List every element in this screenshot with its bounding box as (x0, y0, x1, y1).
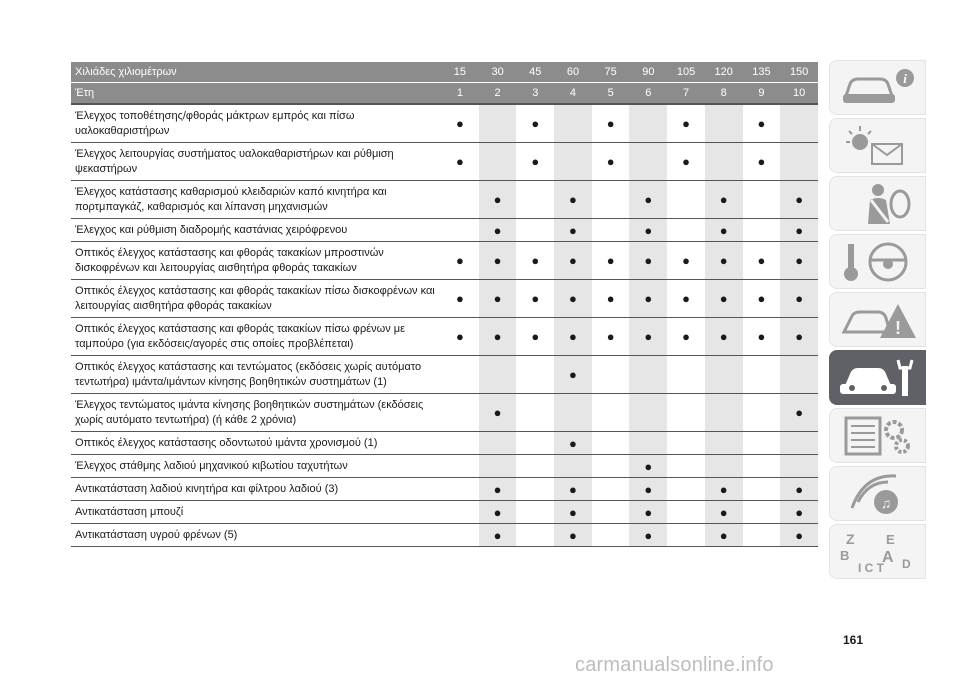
empty-cell (667, 478, 705, 501)
chapter-tab-car-service-wrench[interactable] (829, 350, 926, 405)
empty-cell (667, 455, 705, 478)
operation-label: Οπτικός έλεγχος κατάστασης και τεντώματος (εκδόσεις χωρίς αυτόματο τεντωτήρα) ιμάντα/ιμάντων κίνησης βοηθητικών συστημάτων (1) (71, 356, 441, 394)
service-mark: ● (705, 478, 743, 501)
km-header-row (71, 61, 818, 83)
empty-cell (441, 219, 479, 242)
service-mark: ● (780, 394, 818, 432)
service-mark: ● (780, 501, 818, 524)
service-mark: ● (629, 455, 667, 478)
empty-cell (441, 501, 479, 524)
km-interval-header: 135 (743, 61, 781, 83)
table-row (71, 356, 818, 394)
service-mark: ● (516, 318, 554, 356)
table-row (71, 219, 818, 242)
service-mark: ● (479, 501, 517, 524)
service-mark: ● (780, 478, 818, 501)
operation-label: Αντικατάσταση μπουζί (71, 501, 441, 524)
service-mark: ● (629, 501, 667, 524)
service-mark: ● (441, 280, 479, 318)
empty-cell (667, 219, 705, 242)
service-mark: ● (479, 280, 517, 318)
service-mark: ● (629, 280, 667, 318)
empty-cell (554, 104, 592, 143)
empty-cell (705, 143, 743, 181)
km-interval-header: 105 (667, 61, 705, 83)
chapter-tab-warning-lights[interactable] (829, 118, 926, 173)
service-mark: ● (705, 524, 743, 547)
empty-cell (743, 501, 781, 524)
service-mark: ● (780, 242, 818, 280)
empty-cell (592, 524, 630, 547)
table-row (71, 501, 818, 524)
service-mark: ● (441, 143, 479, 181)
service-mark: ● (705, 280, 743, 318)
empty-cell (592, 501, 630, 524)
service-mark: ● (629, 478, 667, 501)
empty-cell (667, 524, 705, 547)
service-mark: ● (554, 219, 592, 242)
empty-cell (554, 394, 592, 432)
table-row (71, 318, 818, 356)
empty-cell (780, 432, 818, 455)
service-mark: ● (705, 501, 743, 524)
service-mark: ● (554, 501, 592, 524)
service-mark: ● (516, 104, 554, 143)
service-mark: ● (743, 318, 781, 356)
service-mark: ● (441, 104, 479, 143)
table-row (71, 143, 818, 181)
table-row (71, 242, 818, 280)
empty-cell (479, 432, 517, 455)
operation-label: Οπτικός έλεγχος κατάστασης οδοντωτού ιμάντα χρονισμού (1) (71, 432, 441, 455)
empty-cell (743, 181, 781, 219)
year-interval-header: 3 (516, 83, 554, 105)
km-interval-header: 60 (554, 61, 592, 83)
operation-label: Έλεγχος τεντώματος ιμάντα κίνησης βοηθητικών συστημάτων (εκδόσεις χωρίς αυτόματο τεντωτήρα) (ή κάθε 2 χρόνια) (71, 394, 441, 432)
operation-label: Οπτικός έλεγχος κατάστασης και φθοράς τακακίων πίσω φρένων με ταμπούρο (για εκδόσεις/αγορές στις οποίες προβλέπεται) (71, 318, 441, 356)
service-mark: ● (780, 219, 818, 242)
service-mark: ● (705, 318, 743, 356)
empty-cell (479, 104, 517, 143)
empty-cell (743, 524, 781, 547)
chapter-tab-key-steering-wheel[interactable] (829, 234, 926, 289)
empty-cell (629, 432, 667, 455)
operation-label: Έλεγχος κατάστασης καθαρισμού κλειδαριών καπό κινητήρα και πορτμπαγκάζ, καθαρισμός και λίπανση μηχανισμών (71, 181, 441, 219)
empty-cell (743, 356, 781, 394)
empty-cell (592, 455, 630, 478)
empty-cell (743, 394, 781, 432)
svg-text:i: i (903, 71, 907, 86)
chapter-tab-strip (829, 60, 929, 582)
service-mark: ● (780, 181, 818, 219)
watermark-text: carmanualsonline.info (575, 654, 774, 676)
service-mark: ● (554, 356, 592, 394)
empty-cell (479, 143, 517, 181)
service-mark: ● (743, 104, 781, 143)
empty-cell (667, 356, 705, 394)
service-mark: ● (592, 104, 630, 143)
service-mark: ● (705, 181, 743, 219)
service-mark: ● (516, 143, 554, 181)
empty-cell (667, 181, 705, 219)
empty-cell (516, 219, 554, 242)
operation-label: Έλεγχος και ρύθμιση διαδρομής καστάνιας χειρόφρενου (71, 219, 441, 242)
service-mark: ● (479, 242, 517, 280)
operation-label: Αντικατάσταση λαδιού κινητήρα και φίλτρου λαδιού (3) (71, 478, 441, 501)
empty-cell (516, 478, 554, 501)
empty-cell (592, 432, 630, 455)
empty-cell (441, 455, 479, 478)
km-interval-header: 150 (780, 61, 818, 83)
service-mark: ● (516, 280, 554, 318)
empty-cell (516, 501, 554, 524)
page-number: 161 (843, 633, 864, 647)
empty-cell (479, 356, 517, 394)
table-row (71, 478, 818, 501)
maintenance-schedule-table (71, 60, 818, 547)
operation-label: Έλεγχος τοποθέτησης/φθοράς μάκτρων εμπρός και πίσω υαλοκαθαριστήρων (71, 104, 441, 143)
empty-cell (780, 356, 818, 394)
empty-cell (780, 455, 818, 478)
service-mark: ● (629, 318, 667, 356)
empty-cell (705, 432, 743, 455)
service-mark: ● (780, 318, 818, 356)
empty-cell (441, 356, 479, 394)
empty-cell (479, 455, 517, 478)
empty-cell (554, 143, 592, 181)
empty-cell (516, 432, 554, 455)
service-mark: ● (743, 280, 781, 318)
service-mark: ● (592, 143, 630, 181)
service-mark: ● (667, 143, 705, 181)
chapter-tab-alphabetical-index[interactable] (829, 524, 926, 579)
service-mark: ● (629, 524, 667, 547)
service-mark: ● (516, 242, 554, 280)
empty-cell (743, 219, 781, 242)
table-row (71, 104, 818, 143)
service-mark: ● (667, 318, 705, 356)
service-mark: ● (629, 181, 667, 219)
year-interval-header: 9 (743, 83, 781, 105)
svg-text:!: ! (895, 318, 901, 338)
service-mark: ● (479, 478, 517, 501)
year-interval-header: 7 (667, 83, 705, 105)
chapter-tab-multimedia[interactable] (829, 466, 926, 521)
svg-text:D: D (902, 557, 911, 571)
chapter-tab-car-info[interactable] (829, 60, 926, 115)
service-mark: ● (705, 242, 743, 280)
service-mark: ● (441, 318, 479, 356)
service-mark: ● (479, 524, 517, 547)
empty-cell (667, 432, 705, 455)
empty-cell (554, 455, 592, 478)
operation-label: Αντικατάσταση υγρού φρένων (5) (71, 524, 441, 547)
service-mark: ● (667, 280, 705, 318)
table-row (71, 432, 818, 455)
svg-text:♫: ♫ (880, 495, 892, 511)
empty-cell (592, 181, 630, 219)
year-interval-header: 5 (592, 83, 630, 105)
table-row (71, 455, 818, 478)
service-mark: ● (667, 104, 705, 143)
km-interval-header: 30 (479, 61, 517, 83)
empty-cell (667, 501, 705, 524)
empty-cell (705, 104, 743, 143)
year-interval-header: 6 (629, 83, 667, 105)
years-header-label: Έτη (71, 83, 441, 105)
service-mark: ● (554, 318, 592, 356)
service-mark: ● (780, 280, 818, 318)
empty-cell (780, 143, 818, 181)
chapter-tab-technical-data[interactable] (829, 408, 926, 463)
km-interval-header: 15 (441, 61, 479, 83)
year-interval-header: 1 (441, 83, 479, 105)
year-interval-header: 8 (705, 83, 743, 105)
maintenance-rows (71, 104, 818, 547)
service-mark: ● (592, 318, 630, 356)
years-header-row (71, 83, 818, 105)
chapter-tab-emergency[interactable] (829, 292, 926, 347)
service-mark: ● (479, 318, 517, 356)
empty-cell (705, 394, 743, 432)
svg-text:E: E (886, 532, 895, 547)
km-interval-header: 120 (705, 61, 743, 83)
chapter-tab-airbag-seatbelt[interactable] (829, 176, 926, 231)
service-mark: ● (479, 181, 517, 219)
empty-cell (592, 394, 630, 432)
year-interval-header: 2 (479, 83, 517, 105)
table-row (71, 181, 818, 219)
empty-cell (516, 455, 554, 478)
year-interval-header: 10 (780, 83, 818, 105)
service-mark: ● (554, 432, 592, 455)
empty-cell (592, 478, 630, 501)
operation-label: Οπτικός έλεγχος κατάστασης και φθοράς τακακίων πίσω δισκοφρένων και λειτουργίας αισθητήρα φθοράς τακακίων (71, 280, 441, 318)
empty-cell (441, 478, 479, 501)
service-mark: ● (479, 219, 517, 242)
empty-cell (441, 432, 479, 455)
operation-label: Έλεγχος στάθμης λαδιού μηχανικού κιβωτίου ταχυτήτων (71, 455, 441, 478)
service-mark: ● (554, 280, 592, 318)
service-mark: ● (667, 242, 705, 280)
service-mark: ● (705, 219, 743, 242)
km-interval-header: 75 (592, 61, 630, 83)
empty-cell (441, 394, 479, 432)
empty-cell (441, 181, 479, 219)
operation-label: Οπτικός έλεγχος κατάστασης και φθοράς τακακίων μπροστινών δισκοφρένων και λειτουργίας αισθητήρα φθοράς τακακίων (71, 242, 441, 280)
empty-cell (629, 356, 667, 394)
service-mark: ● (743, 242, 781, 280)
service-mark: ● (554, 242, 592, 280)
service-mark: ● (554, 181, 592, 219)
year-interval-header: 4 (554, 83, 592, 105)
empty-cell (516, 356, 554, 394)
km-interval-header: 90 (629, 61, 667, 83)
empty-cell (629, 143, 667, 181)
service-mark: ● (780, 524, 818, 547)
empty-cell (592, 356, 630, 394)
empty-cell (743, 432, 781, 455)
km-header-label: Χιλιάδες χιλιομέτρων (71, 61, 441, 83)
svg-text:B: B (840, 548, 850, 563)
service-mark: ● (592, 280, 630, 318)
service-mark: ● (743, 143, 781, 181)
empty-cell (743, 478, 781, 501)
empty-cell (780, 104, 818, 143)
empty-cell (516, 394, 554, 432)
svg-text:Z: Z (846, 531, 855, 547)
empty-cell (629, 394, 667, 432)
empty-cell (705, 356, 743, 394)
table-row (71, 394, 818, 432)
svg-text:I C T: I C T (858, 561, 884, 574)
svg-text:A: A (882, 549, 894, 566)
empty-cell (516, 524, 554, 547)
empty-cell (441, 524, 479, 547)
service-mark: ● (554, 524, 592, 547)
service-mark: ● (441, 242, 479, 280)
table-row (71, 280, 818, 318)
operation-label: Έλεγχος λειτουργίας συστήματος υαλοκαθαριστήρων και ρύθμιση ψεκαστήρων (71, 143, 441, 181)
service-mark: ● (629, 219, 667, 242)
empty-cell (705, 455, 743, 478)
empty-cell (667, 394, 705, 432)
table-row (71, 524, 818, 547)
service-mark: ● (592, 242, 630, 280)
empty-cell (629, 104, 667, 143)
km-interval-header: 45 (516, 61, 554, 83)
empty-cell (516, 181, 554, 219)
empty-cell (743, 455, 781, 478)
service-mark: ● (479, 394, 517, 432)
empty-cell (592, 219, 630, 242)
service-mark: ● (554, 478, 592, 501)
service-mark: ● (629, 242, 667, 280)
